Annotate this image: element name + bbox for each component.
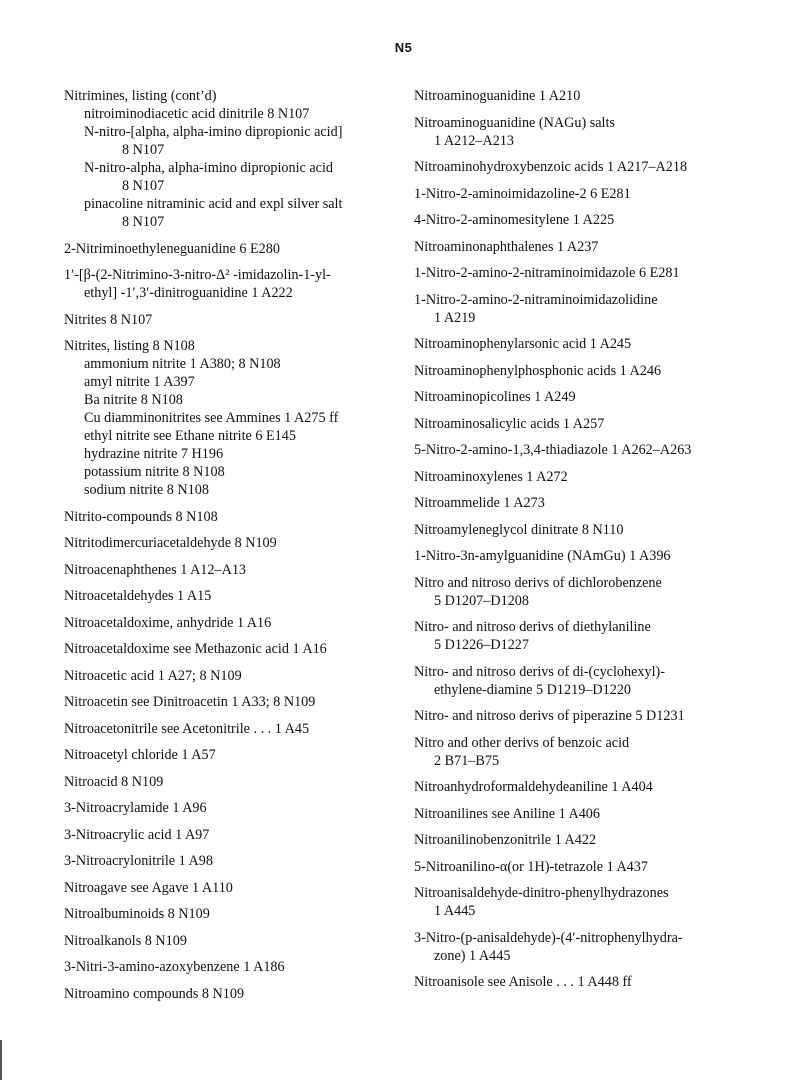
index-entry: [64, 932, 404, 950]
entry-continuation: ethylene-diamine 5 D1219–D1220: [434, 681, 632, 698]
entry-text: Nitrites 8 N107: [64, 311, 153, 328]
listing-item: [64, 123, 404, 159]
entry-text: 1-Nitro-2-amino-2-nitraminoimidazole 6 E281: [414, 265, 680, 281]
entry-text: Nitroanisole see Anisole . . . 1 A448 ff: [414, 974, 632, 990]
entry-text: Nitroacetaldoxime see Methazonic acid 1 A16: [64, 641, 327, 657]
index-entry: [64, 693, 404, 711]
entry-text: Nitroammelide 1 A273: [414, 495, 545, 511]
index-entry: [414, 778, 764, 796]
entry-text: Nitroamino compounds 8 N109: [64, 985, 245, 1002]
index-entry: [414, 831, 764, 849]
nitrites-listing: [64, 337, 404, 499]
entry-text: Nitroaminopicolines 1 A249: [414, 389, 576, 405]
listing-item: [64, 159, 404, 195]
listing-item: [64, 373, 404, 391]
entry-text: 3-Nitroacrylonitrile 1 A98: [64, 853, 213, 869]
index-entry: [64, 879, 404, 897]
index-entry: [414, 158, 764, 176]
entry-text: Nitroacenaphthenes 1 A12–A13: [64, 561, 247, 578]
entry-text: Nitroacetaldoxime, anhydride 1 A16: [64, 614, 272, 631]
index-entry: [414, 388, 764, 406]
entry-continuation: 5 D1226–D1227: [434, 637, 529, 653]
entry-text: Nitroaminohydroxybenzoic acids 1 A217–A218: [414, 159, 688, 175]
index-entry: [414, 929, 764, 965]
left-column: [64, 87, 404, 1011]
index-entry: [414, 185, 764, 203]
entry-text: Nitroaminosalicylic acids 1 A257: [414, 415, 605, 432]
index-entry: [64, 587, 404, 605]
entry-text: Nitroalkanols 8 N109: [64, 932, 187, 949]
entry-text: Nitro and nitroso derivs of dichlorobenzene: [414, 574, 662, 591]
entry-text: Nitrito-compounds 8 N108: [64, 508, 218, 525]
index-entry: [414, 618, 764, 654]
entry-continuation: 1 A445: [434, 903, 476, 919]
index-entry: [64, 508, 404, 526]
entry-text: Nitroacetic acid 1 A27; 8 N109: [64, 667, 242, 684]
entry-text: Nitroacid 8 N109: [64, 773, 164, 790]
entry-text: 3-Nitroacrylamide 1 A96: [64, 800, 207, 816]
index-entry: [64, 799, 404, 817]
listing-item: [64, 105, 404, 123]
entry-text: 1-Nitro-3n-amylguanidine (NAmGu) 1 A396: [414, 548, 671, 564]
item-text: N-nitro-[alpha, alpha-imino dipropionic acid]: [84, 124, 343, 140]
index-entry: [64, 240, 404, 258]
entry-continuation: 5 D1207–D1208: [434, 592, 529, 609]
entry-text: Nitroacetyl chloride 1 A57: [64, 747, 216, 763]
listing-item: [64, 481, 404, 499]
index-entry: [414, 335, 764, 353]
index-entry: [414, 468, 764, 486]
entry-text: 3-Nitro-(p-anisaldehyde)-(4′-nitrophenylhydra-: [414, 929, 683, 946]
index-entry: [64, 667, 404, 685]
entry-text: 2-Nitriminoethyleneguanidine 6 E280: [64, 240, 280, 257]
listing-item: [64, 445, 404, 463]
index-entry: [414, 707, 764, 725]
nitrimines-listing: [64, 87, 404, 231]
index-entry: [64, 826, 404, 844]
index-entry: [414, 574, 764, 610]
entry-text: Nitroaminonaphthalenes 1 A237: [414, 238, 599, 255]
entry-text: Nitro- and nitroso derivs of piperazine 5 D1231: [414, 708, 685, 724]
index-entry: [64, 720, 404, 738]
index-entry: [414, 211, 764, 229]
item-text: amyl nitrite 1 A397: [84, 374, 195, 390]
listing-item: [64, 391, 404, 409]
entry-text: Nitroanilines see Aniline 1 A406: [414, 805, 600, 822]
index-entry: [414, 547, 764, 565]
entry-text: Nitroaminoxylenes 1 A272: [414, 468, 568, 485]
index-entry: [64, 311, 404, 329]
index-entry: [414, 238, 764, 256]
entry-continuation: 2 B71–B75: [434, 752, 500, 769]
entry-text: 1-Nitro-2-amino-2-nitraminoimidazolidine: [414, 291, 658, 308]
entry-text: Nitroaminophenylphosphonic acids 1 A246: [414, 362, 662, 379]
right-column: [414, 87, 764, 1000]
listing-item: [64, 195, 404, 231]
index-entry: [414, 973, 764, 991]
entry-continuation: ethyl] -1′,3′-dinitroguanidine 1 A222: [84, 285, 293, 301]
item-continuation: 8 N107: [122, 142, 165, 158]
entry-text: 3-Nitri-3-amino-azoxybenzene 1 A186: [64, 959, 285, 975]
entry-text: Nitroaminoguanidine (NAGu) salts: [414, 114, 615, 131]
entry-continuation: 1 A212–A213: [434, 132, 515, 149]
entry-text: Nitro- and nitroso derivs of diethylaniline: [414, 619, 651, 635]
item-text: pinacoline nitraminic acid and expl silver salt: [84, 196, 343, 212]
entry-text: Nitroacetonitrile see Acetonitrile . . . 1 A45: [64, 720, 310, 737]
entry-text: 4-Nitro-2-aminomesitylene 1 A225: [414, 212, 615, 228]
index-entry: [64, 614, 404, 632]
index-entry: [64, 534, 404, 552]
entry-text: Nitroanilinobenzonitrile 1 A422: [414, 832, 597, 848]
entry-continuation: zone) 1 A445: [434, 947, 511, 964]
index-entry: [64, 746, 404, 764]
item-text: nitroiminodiacetic acid dinitrile 8 N107: [84, 106, 310, 122]
index-entry: [414, 264, 764, 282]
index-entry: [414, 734, 764, 770]
entry-text: Nitroanhydroformaldehydeaniline 1 A404: [414, 779, 653, 795]
entry-text: 5-Nitro-2-amino-1,3,4-thiadiazole 1 A262–A263: [414, 442, 692, 458]
index-entry: [414, 521, 764, 539]
page-header: N5: [394, 40, 413, 55]
entry-continuation: 1 A219: [434, 309, 476, 326]
index-entry: [64, 958, 404, 976]
index-entry: [414, 884, 764, 920]
item-text: ethyl nitrite see Ethane nitrite 6 E145: [84, 428, 296, 444]
index-entry: [414, 291, 764, 327]
listing-item: [64, 427, 404, 445]
index-entry: [414, 415, 764, 433]
entry-text: Nitroaminoguanidine 1 A210: [414, 88, 581, 104]
entry-text: 3-Nitroacrylic acid 1 A97: [64, 826, 210, 843]
entry-text: Nitroagave see Agave 1 A110: [64, 879, 233, 896]
item-text: Ba nitrite 8 N108: [84, 392, 183, 408]
item-text: potassium nitrite 8 N108: [84, 464, 225, 480]
item-text: hydrazine nitrite 7 H196: [84, 446, 224, 462]
entry-text: Nitroaminophenylarsonic acid 1 A245: [414, 336, 632, 352]
entry-text: Nitroalbuminoids 8 N109: [64, 906, 210, 922]
item-text: sodium nitrite 8 N108: [84, 482, 209, 498]
listing-item: [64, 409, 404, 427]
entry-text: Nitro and other derivs of benzoic acid: [414, 734, 630, 751]
listing-item: [64, 355, 404, 373]
index-entry: [64, 852, 404, 870]
entry-text: Nitro- and nitroso derivs of di-(cyclohexyl)-: [414, 663, 665, 680]
index-entry: [64, 561, 404, 579]
entry-text: 5-Nitroanilino-α(or 1H)-tetrazole 1 A437: [414, 858, 648, 875]
index-entry: [414, 494, 764, 512]
entry-text: Nitroamyleneglycol dinitrate 8 N110: [414, 521, 624, 538]
index-entry: [64, 985, 404, 1003]
entry-text: Nitritodimercuriacetaldehyde 8 N109: [64, 535, 277, 551]
index-entry: [64, 266, 404, 302]
item-continuation: 8 N107: [122, 178, 165, 194]
index-entry: [64, 640, 404, 658]
item-text: Cu diamminonitrites see Ammines 1 A275 ff: [84, 410, 339, 426]
index-entry: [64, 905, 404, 923]
listing-title: Nitrites, listing 8 N108: [64, 338, 195, 354]
listing-item: [64, 463, 404, 481]
entry-text: Nitroanisaldehyde-dinitro-phenylhydrazones: [414, 885, 669, 901]
index-entry: [64, 773, 404, 791]
item-continuation: 8 N107: [122, 214, 165, 230]
entry-text: Nitroacetaldehydes 1 A15: [64, 588, 212, 604]
index-entry: [414, 114, 764, 150]
index-entry: [414, 663, 764, 699]
index-entry: [414, 858, 764, 876]
listing-title: Nitrimines, listing (cont’d): [64, 88, 217, 104]
entry-text: Nitroacetin see Dinitroacetin 1 A33; 8 N109: [64, 694, 316, 710]
entry-text: 1-Nitro-2-aminoimidazoline-2 6 E281: [414, 185, 631, 202]
page-edge-mark: [0, 1040, 2, 1080]
index-entry: [414, 805, 764, 823]
item-text: ammonium nitrite 1 A380; 8 N108: [84, 356, 281, 372]
index-entry: [414, 87, 764, 105]
index-entry: [414, 362, 764, 380]
item-text: N-nitro-alpha, alpha-imino dipropionic acid: [84, 160, 333, 176]
index-entry: [414, 441, 764, 459]
entry-text: 1′-[β-(2-Nitrimino-3-nitro-Δ² -imidazolin-1-yl-: [64, 267, 331, 283]
